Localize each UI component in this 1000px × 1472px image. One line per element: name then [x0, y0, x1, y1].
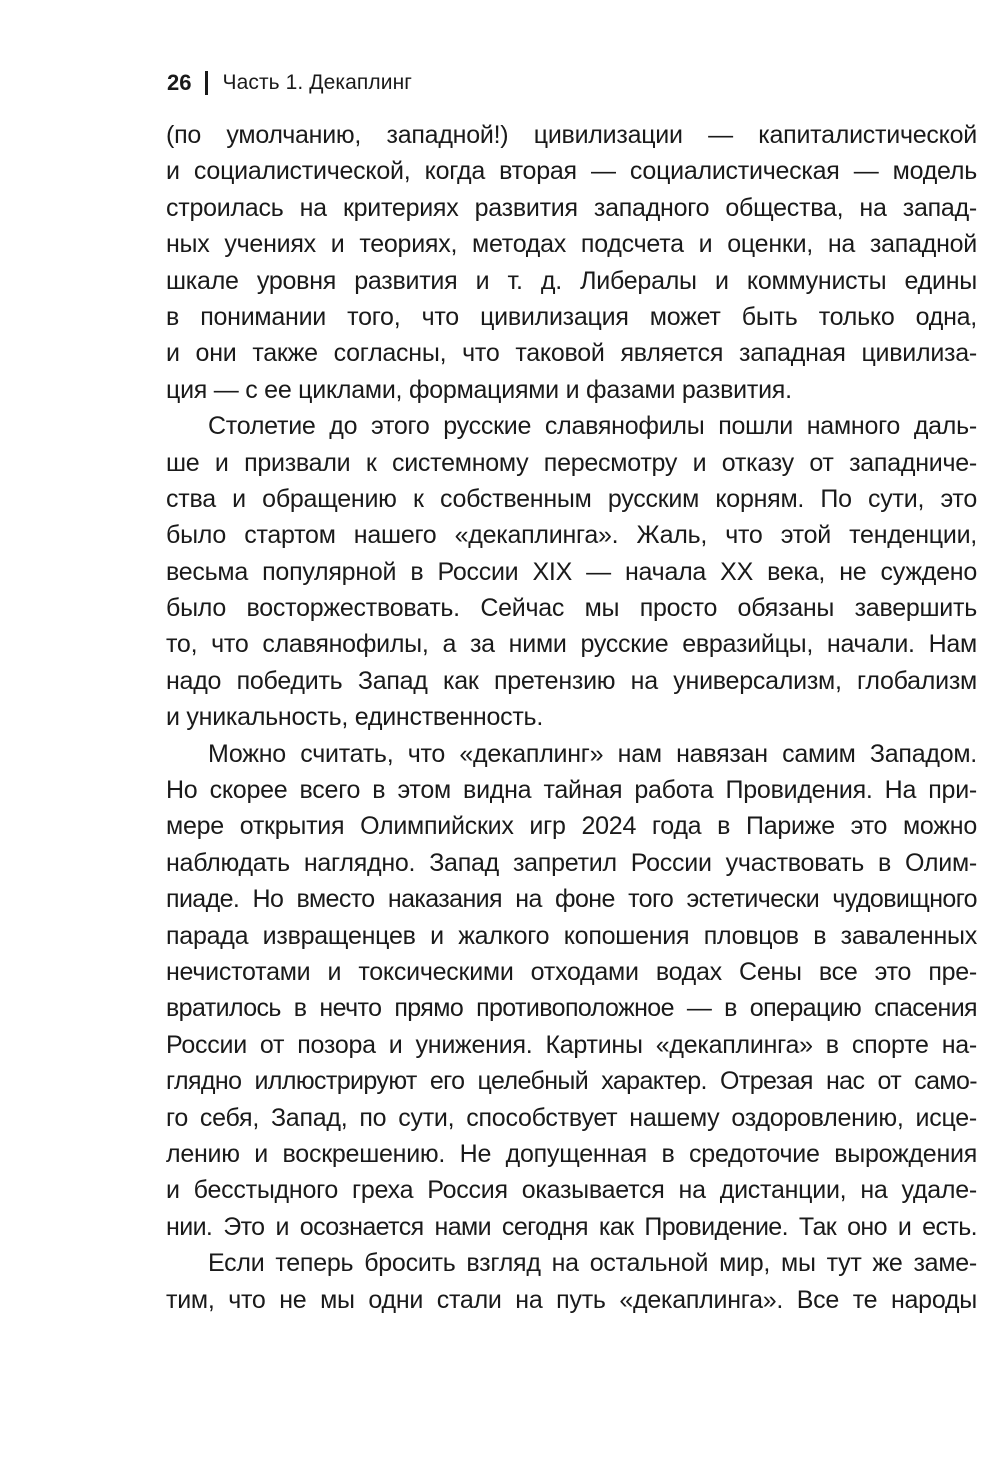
- text-line: надо победить Запад как претензию на универсализм, глобализм: [166, 666, 977, 695]
- text-line: наблюдать наглядно. Запад запретил России участвовать в Олим-: [166, 848, 977, 877]
- header-separator: [205, 71, 208, 95]
- text-line: ных учениях и теориях, методах подсчета и оценки, на западной: [166, 230, 977, 259]
- text-line: и они также согласны, что таковой является западная цивилиза-: [166, 339, 977, 368]
- text-line: России от позора и унижения. Картины «декаплинга» в спорте на-: [166, 1030, 977, 1059]
- text-line: (по умолчанию, западной!) цивилизации — капиталистической: [166, 121, 977, 149]
- chapter-title: Часть 1. Декаплинг: [222, 71, 413, 94]
- text-line: в понимании того, что цивилизация может быть только одна,: [166, 302, 977, 331]
- text-line: Если теперь бросить взгляд на остальной мир, мы тут же заме-: [208, 1249, 977, 1278]
- paragraph-2: [166, 408, 977, 736]
- text-line: мере открытия Олимпийских игр 2024 года в Париже это можно: [166, 812, 977, 841]
- running-head: [167, 66, 412, 100]
- text-line: весьма популярной в России XIX — начала XX века, не суждено: [166, 557, 977, 586]
- text-line: шкале уровня развития и т. д. Либералы и коммунисты едины: [166, 266, 977, 295]
- text-line: было стартом нашего «декаплинга». Жаль, что этой тенденции,: [166, 521, 977, 550]
- text-line: ция — с ее циклами, формациями и фазами развития.: [166, 375, 792, 404]
- text-line: глядно иллюстрируют его целебный характер. Отрезая нас от само-: [166, 1067, 977, 1096]
- text-line: Но скорее всего в этом видна тайная работа Провидения. На при-: [166, 776, 977, 805]
- text-line: то, что славянофилы, а за ними русские евразийцы, начали. Нам: [166, 630, 977, 659]
- text-line: парада извращенцев и жалкого копошения пловцов в заваленных: [166, 921, 977, 950]
- text-line: было восторжествовать. Сейчас мы просто обязаны завершить: [166, 594, 977, 623]
- paragraph-4: [166, 1245, 977, 1318]
- text-line: и социалистической, когда вторая — социалистическая — модель: [166, 157, 977, 186]
- text-line: и уникальность, единственность.: [166, 703, 544, 732]
- page-number: 26: [167, 70, 192, 95]
- text-line: нии. Это и осознается нами сегодня как Провидение. Так оно и есть.: [166, 1212, 977, 1241]
- text-line: вратилось в нечто прямо противоположное — в операцию спасения: [166, 994, 977, 1023]
- text-line: нечистотами и токсическими отходами водах Сены все это пре-: [166, 957, 977, 986]
- text-line: лению и воскрешению. Не допущенная в средоточие вырождения: [166, 1139, 977, 1168]
- text-line: строилась на критериях развития западного общества, на запад-: [166, 193, 977, 222]
- text-line: тим, что не мы одни стали на путь «декаплинга». Все те народы: [166, 1285, 977, 1314]
- paragraph-3: [166, 736, 977, 1245]
- text-line: Можно считать, что «декаплинг» нам навязан самим Западом.: [208, 739, 977, 768]
- body-text: [166, 117, 977, 1318]
- text-line: го себя, Запад, по сути, способствует нашему оздоровлению, исце-: [166, 1103, 977, 1132]
- text-line: пиаде. Но вместо наказания на фоне того эстетически чудовищного: [166, 885, 977, 914]
- text-line: ше и призвали к системному пересмотру и отказу от западниче-: [166, 448, 977, 477]
- paragraph-1: [166, 117, 977, 408]
- text-line: и бесстыдного греха Россия оказывается на дистанции, на удале-: [166, 1176, 977, 1205]
- text-line: Столетие до этого русские славянофилы пошли намного даль-: [208, 412, 977, 441]
- text-line: ства и обращению к собственным русским корням. По сути, это: [166, 484, 977, 513]
